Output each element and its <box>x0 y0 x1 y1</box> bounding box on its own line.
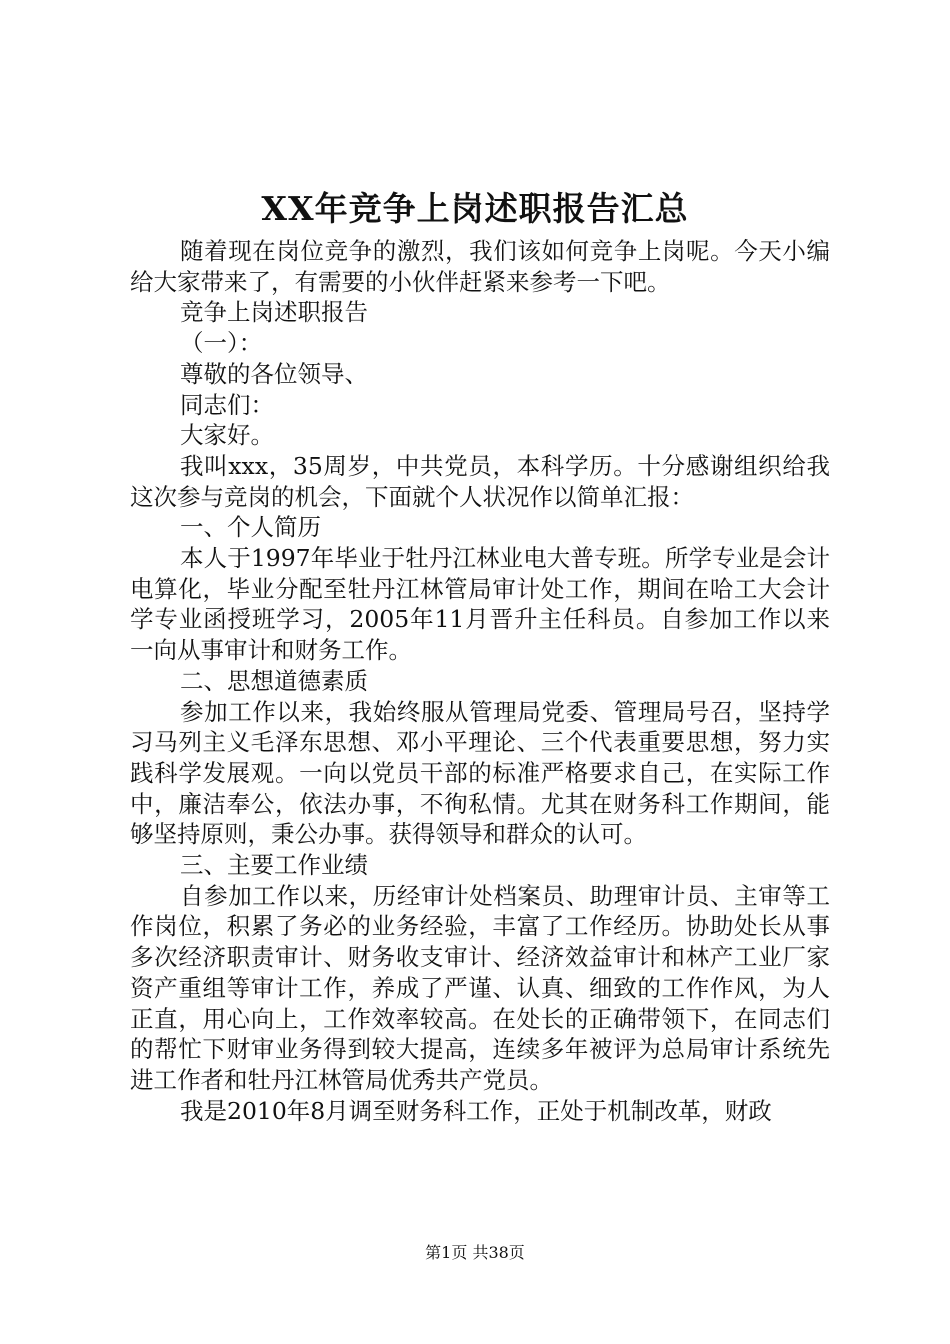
paragraph-salutation-leaders: 尊敬的各位领导、 <box>180 359 368 388</box>
paragraph-achievements: 自参加工作以来，历经审计处档案员、助理审计员、主审等工作岗位，积累了务必的业务经验，丰富了工作经历。协助处长从事多次经济职责审计、财务收支审计、经济效益审计和林产工业厂家资产重组等审计工作，养成了严谨、认真、细致的工作作风，为人正直，用心向上，工作效率较高。在处长的正确带领下，在同志们的帮忙下财审业务得到较大提高，连续多年被评为总局审计系统先进工作者和牡丹江林管局优秀共产党员。 <box>130 881 830 1094</box>
page-number-footer: 第1页 共38页 <box>425 1243 525 1262</box>
section-heading-resume: 一、个人简历 <box>180 513 321 542</box>
paragraph-ethics: 参加工作以来，我始终服从管理局党委、管理局号召，坚持学习马列主义毛泽东思想、邓小平理论、三个代表重要思想，努力实践科学发展观。一向以党员干部的标准严格要求自己，在实际工作中，廉洁奉公，依法办事，不徇私情。尤其在财务科工作期间，能够坚持原则，秉公办事。获得领导和群众的认可。 <box>130 697 830 849</box>
paragraph-intro: 随着现在岗位竞争的激烈，我们该如何竞争上岗呢。今天小编给大家带来了，有需要的小伙伴赶紧来参考一下吧。 <box>130 237 830 296</box>
paragraph-salutation-comrades: 同志们： <box>180 390 274 419</box>
paragraph-part-one: （一）： <box>180 329 263 358</box>
section-heading-ethics: 二、思想道德素质 <box>180 666 368 695</box>
paragraph-finance-transfer: 我是2010年8月调至财务科工作，正处于机制改革，财政 <box>180 1096 772 1125</box>
paragraph-self-intro: 我叫xxx，35周岁，中共党员，本科学历。十分感谢组织给我这次参与竞岗的机会，下面就个人状况作以简单汇报： <box>130 451 830 511</box>
paragraph-greeting: 大家好。 <box>180 421 274 450</box>
document-body <box>130 236 830 1126</box>
paragraph-resume: 本人于1997年毕业于牡丹江林业电大普专班。所学专业是会计电算化，毕业分配至牡丹江林管局审计处工作，期间在哈工大会计学专业函授班学习，2005年11月晋升主任科员。自参加工作以来一向从事审计和财务工作。 <box>130 544 830 665</box>
paragraph-report-heading: 竞争上岗述职报告 <box>180 298 368 327</box>
section-heading-achievements: 三、主要工作业绩 <box>180 851 368 880</box>
document-title: XX年竞争上岗述职报告汇总 <box>261 189 689 228</box>
